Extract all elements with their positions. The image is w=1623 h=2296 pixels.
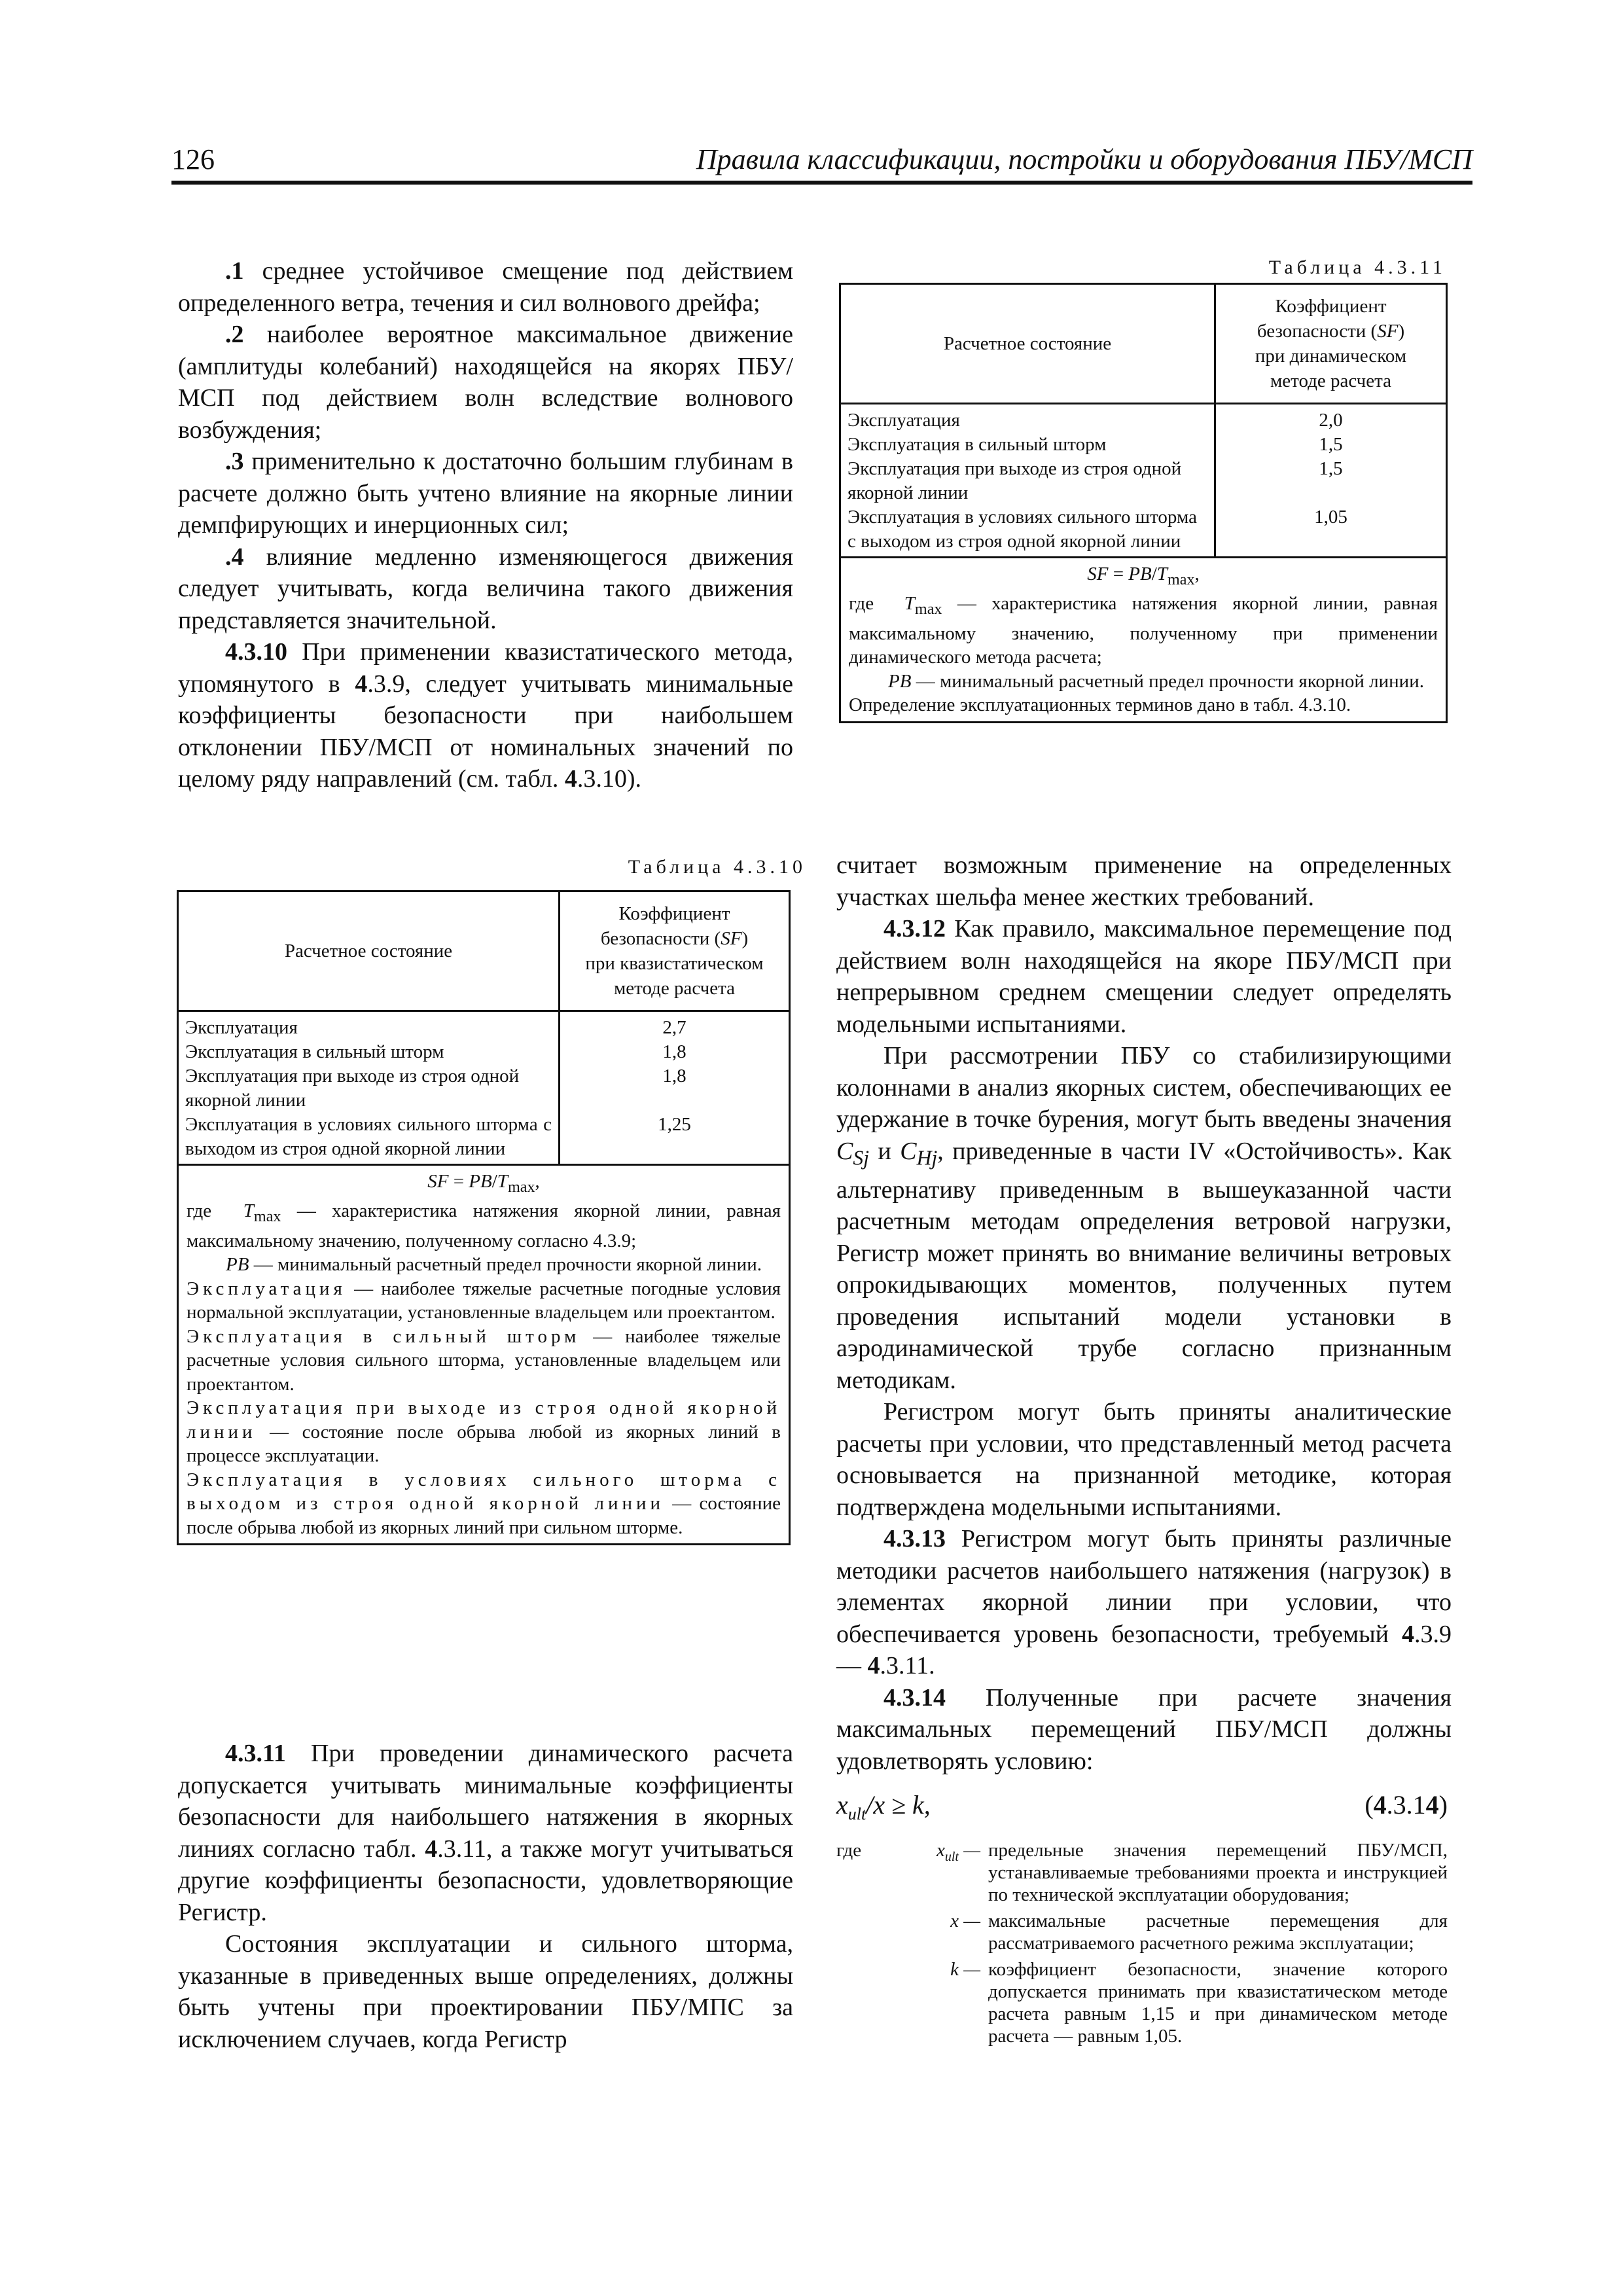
table-note-row [178, 1165, 790, 1545]
formula: $x_{ult}/x \ge k$, [836, 1790, 931, 1823]
table-4-3-10 [177, 890, 791, 1545]
list-item: .2 наиболее вероятное максимальное движение (амплитуды колебаний) находящейся на якорях ПБУ/МСП под действием волн вследствие волнового возбуждения; [178, 321, 793, 444]
running-title: Правила классификации, постройки и оборудования ПБУ/МСП [696, 143, 1472, 175]
list-item: .1 среднее устойчивое смещение под действием определенного ветра, течения и сил волнового дрейфа; [178, 257, 793, 317]
page-number: 126 [171, 143, 215, 175]
table-header-row [840, 284, 1447, 404]
paragraph-4-3-10: 4.3.10 При применении квазистатического метода, упомянутого в 4.3.9, следует учитывать минимальные коэффициенты безопасности при наибольшем отклонении ПБУ/МСП от номинальных значений по целому ряду направлений (см. табл. 4.3.10). [178, 638, 793, 793]
state-cells: Эксплуатация Эксплуатация в сильный шторм Эксплуатация при выходе из строя одной якорной линии Эксплуатация в условиях сильного шторма с выходом из строя одной якорной линии [178, 1011, 560, 1165]
right-column [836, 850, 1452, 1777]
definition: Эксплуатация в сильный шторм — наиболее тяжелые расчетные условия сильного шторма, установленные владельцем или проектантом. [187, 1325, 781, 1395]
definition-row: k — коэффициент безопасности, значение которого допускается принимать при квазистатическом методе расчета равным 1,15 и при динамическом методе расчета — равным 1,05. [950, 1959, 1448, 2047]
table-4-3-11 [839, 283, 1448, 723]
table-note [178, 1165, 790, 1545]
state-cells: Эксплуатация Эксплуатация в сильный шторм Эксплуатация при выходе из строя одной якорной линии Эксплуатация в условиях сильного шторма с выходом из строя одной якорной линии [840, 404, 1215, 558]
definition: Эксплуатация при выходе из строя одной якорной линии — состояние после обрыва любой из якорных линий в процессе эксплуатации. [187, 1397, 781, 1467]
paragraph-4-3-14: 4.3.14 Полученные при расчете значения максимальных перемещений ПБУ/МСП должны удовлетворять условию: [836, 1683, 1452, 1775]
table-row [840, 404, 1447, 558]
value-cells: 2,0 1,5 1,5 1,05 [1215, 404, 1447, 558]
paragraph-4-3-13: 4.3.13 Регистром могут быть приняты различные методики расчетов наибольшего натяжения (нагрузок) в элементах якорной линии при условии, что обеспечивается уровень безопасности, требуемый 4.3.9 — 4.3.11. [836, 1525, 1452, 1680]
left-column-upper [178, 255, 793, 795]
definition-row: x — максимальные расчетные перемещения для рассматриваемого расчетного режима эксплуатации; [950, 1910, 1448, 1954]
header-rule [171, 181, 1472, 185]
table-note-row [840, 558, 1447, 723]
paragraph-analytic: Регистром могут быть приняты аналитические расчеты при условии, что представленный метод расчета основывается на признанной методике, которая подтверждена модельными испытаниями. [836, 1398, 1452, 1521]
table-row [178, 1011, 790, 1165]
table-caption: Таблица 4.3.11 [1268, 257, 1446, 278]
note-tmax: где $T_{max}$ — характеристика натяжения якорной линии, равная максимальному значению, полученному согласно 4.3.9; [187, 1200, 781, 1251]
list-item: .3 применительно к достаточно большим глубинам в расчете должно быть учтено влияние на якорные линии демпфирующих и инерционных сил; [178, 448, 793, 539]
paragraph-stabilizing: При рассмотрении ПБУ со стабилизирующими колоннами в анализ якорных систем, обеспечивающих ее удержание в точке бурения, могут быть введены значения $C_{Sj}$ и $C_{Hj}$, приведенные в части IV «Остойчивость». Как альтернативу приведенным в вышеуказанной части расчетным методам определения ветровой нагрузки, Регистр может принять во внимание величины ветровых опрокидывающих моментов, полученных путем проведения испытаний модели установки в аэродинамической трубе согласно признанным методикам. [836, 1042, 1452, 1394]
column-header-state: Расчетное состояние [178, 891, 560, 1011]
formula-definitions [836, 1839, 1448, 2047]
paragraph-continuation: считает возможным применение на определенных участках шельфа менее жестких требований. [836, 852, 1452, 911]
note-ref: Определение эксплуатационных терминов дано в табл. 4.3.10. [849, 694, 1351, 716]
column-header-state: Расчетное состояние [840, 284, 1215, 404]
paragraph-states: Состояния эксплуатации и сильного шторма, указанные в приведенных выше определениях, должны быть учтены при проектировании ПБУ/МПС за исключением случаев, когда Регистр [178, 1930, 793, 2053]
paragraph-4-3-11: 4.3.11 При проведении динамического расчета допускается учитывать минимальные коэффициенты безопасности для наибольшего натяжения в якорных линиях согласно табл. 4.3.11, а также могут учитываться другие коэффициенты безопасности, удовлетворяющие Регистр. [178, 1740, 793, 1926]
ref-range: 4.3.9 — 4.3.11. [836, 1620, 1452, 1680]
definition: Эксплуатация в условиях сильного шторма с выходом из строя одной якорной линии — состояние после обрыва любой из якорных линий при сильном шторме. [187, 1469, 781, 1538]
column-header-coef: Коэффициент безопасности (SF) при квазистатическом методе расчета [560, 891, 790, 1011]
list-item: .4 влияние медленно изменяющегося движения следует учитывать, когда величина такого движения представляется значительной. [178, 543, 793, 634]
formula-number: (4.3.14) [1364, 1790, 1448, 1820]
table-note [840, 558, 1447, 723]
table-caption: Таблица 4.3.10 [628, 856, 806, 878]
table-header-row [178, 891, 790, 1011]
definition: Эксплуатация — наиболее тяжелые расчетные погодные условия нормальной эксплуатации, установленные владельцем или проектантом. [187, 1278, 781, 1323]
note-pb: PB — минимальный расчетный предел прочности якорной линии. [226, 1254, 762, 1276]
where-label: где [836, 1840, 862, 1861]
note-formula: SF = $PB/T_{max}$, [1087, 564, 1200, 588]
paragraph-4-3-12: 4.3.12 Как правило, максимальное перемещение под действием волн находящейся на якоре ПБУ/МСП при непрерывном среднем смещении следует определять модельными испытаниями. [836, 915, 1452, 1038]
column-header-coef: Коэффициент безопасности (SF) при динамическом методе расчета [1215, 284, 1447, 404]
value-cells: 2,7 1,8 1,8 1,25 [560, 1011, 790, 1165]
definition-row: $x_{ult}$ — предельные значения перемещений ПБУ/МСП, устанавливаемые требованиями проекта и инструкцией по технической эксплуатации оборудования; [936, 1840, 1448, 1905]
note-tmax: где $T_{max}$ — характеристика натяжения якорной линии, равная максимальному значению, полученному при применении динамического метода расчета; [849, 593, 1438, 668]
note-pb: PB — минимальный расчетный предел прочности якорной линии. [888, 670, 1424, 692]
left-column-lower [178, 1738, 793, 2055]
note-formula: SF = $PB/T_{max}$, [427, 1171, 540, 1196]
